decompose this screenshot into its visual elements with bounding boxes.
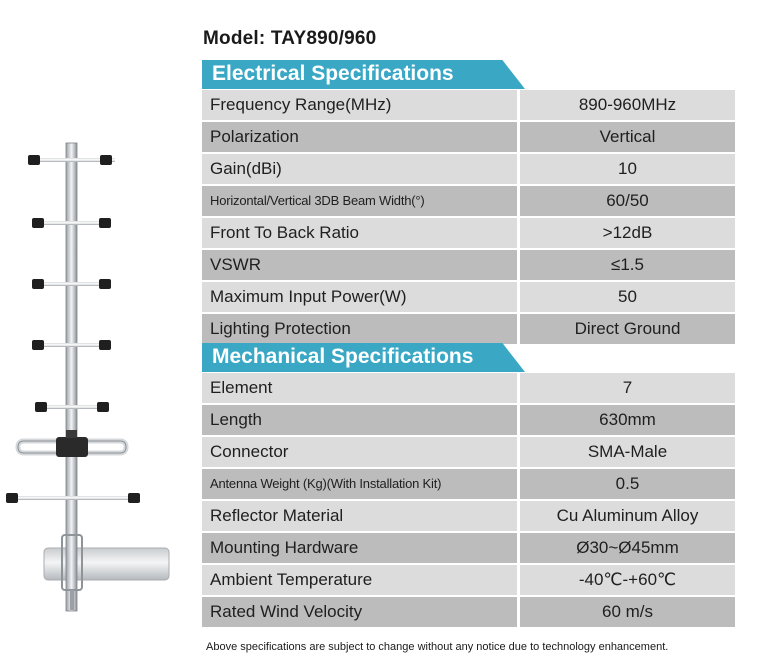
- table-row: [202, 154, 735, 184]
- model-title: Model: TAY890/960: [203, 28, 377, 49]
- table-row: [202, 314, 735, 344]
- spec-label: Antenna Weight (Kg)(With Installation Kit): [202, 469, 517, 499]
- spec-label: Element: [202, 373, 517, 403]
- spec-value: 60 m/s: [520, 597, 735, 627]
- table-row: [202, 218, 735, 248]
- table-row: [202, 405, 735, 435]
- table-row: [202, 565, 735, 595]
- mechanical-section-header: [202, 343, 525, 372]
- spec-label: Reflector Material: [202, 501, 517, 531]
- spec-label: Connector: [202, 437, 517, 467]
- spec-value: Vertical: [520, 122, 735, 152]
- spec-label: Horizontal/Vertical 3DB Beam Width(°): [202, 186, 517, 216]
- spec-label: Rated Wind Velocity: [202, 597, 517, 627]
- spec-value: ≤1.5: [520, 250, 735, 280]
- spec-value: 7: [520, 373, 735, 403]
- table-row: [202, 122, 735, 152]
- spec-value: Cu Aluminum Alloy: [520, 501, 735, 531]
- electrical-section-header: [202, 60, 525, 89]
- spec-value: Direct Ground: [520, 314, 735, 344]
- table-row: [202, 90, 735, 120]
- table-row: [202, 501, 735, 531]
- spec-label: Front To Back Ratio: [202, 218, 517, 248]
- spec-value: 10: [520, 154, 735, 184]
- table-row: [202, 469, 735, 499]
- spec-label: Maximum Input Power(W): [202, 282, 517, 312]
- spec-value: SMA-Male: [520, 437, 735, 467]
- table-row: [202, 186, 735, 216]
- spec-value: 0.5: [520, 469, 735, 499]
- table-row: [202, 533, 735, 563]
- table-row: [202, 437, 735, 467]
- section-title: Electrical Specifications: [212, 62, 454, 85]
- spec-label: VSWR: [202, 250, 517, 280]
- spec-value: 630mm: [520, 405, 735, 435]
- spec-label: Lighting Protection: [202, 314, 517, 344]
- table-row: [202, 597, 735, 627]
- spec-label: Gain(dBi): [202, 154, 517, 184]
- yagi-antenna-image: [0, 135, 200, 615]
- spec-label: Length: [202, 405, 517, 435]
- spec-label: Frequency Range(MHz): [202, 90, 517, 120]
- section-title: Mechanical Specifications: [212, 345, 474, 368]
- spec-label: Ambient Temperature: [202, 565, 517, 595]
- disclaimer-footnote: Above specifications are subject to change without any notice due to technology enhancement.: [206, 641, 669, 653]
- table-row: [202, 282, 735, 312]
- spec-value: 50: [520, 282, 735, 312]
- spec-value: 60/50: [520, 186, 735, 216]
- table-row: [202, 373, 735, 403]
- spec-value: Ø30~Ø45mm: [520, 533, 735, 563]
- table-row: [202, 250, 735, 280]
- spec-value: >12dB: [520, 218, 735, 248]
- spec-label: Mounting Hardware: [202, 533, 517, 563]
- spec-value: 890-960MHz: [520, 90, 735, 120]
- spec-label: Polarization: [202, 122, 517, 152]
- spec-value: -40℃-+60℃: [520, 565, 735, 595]
